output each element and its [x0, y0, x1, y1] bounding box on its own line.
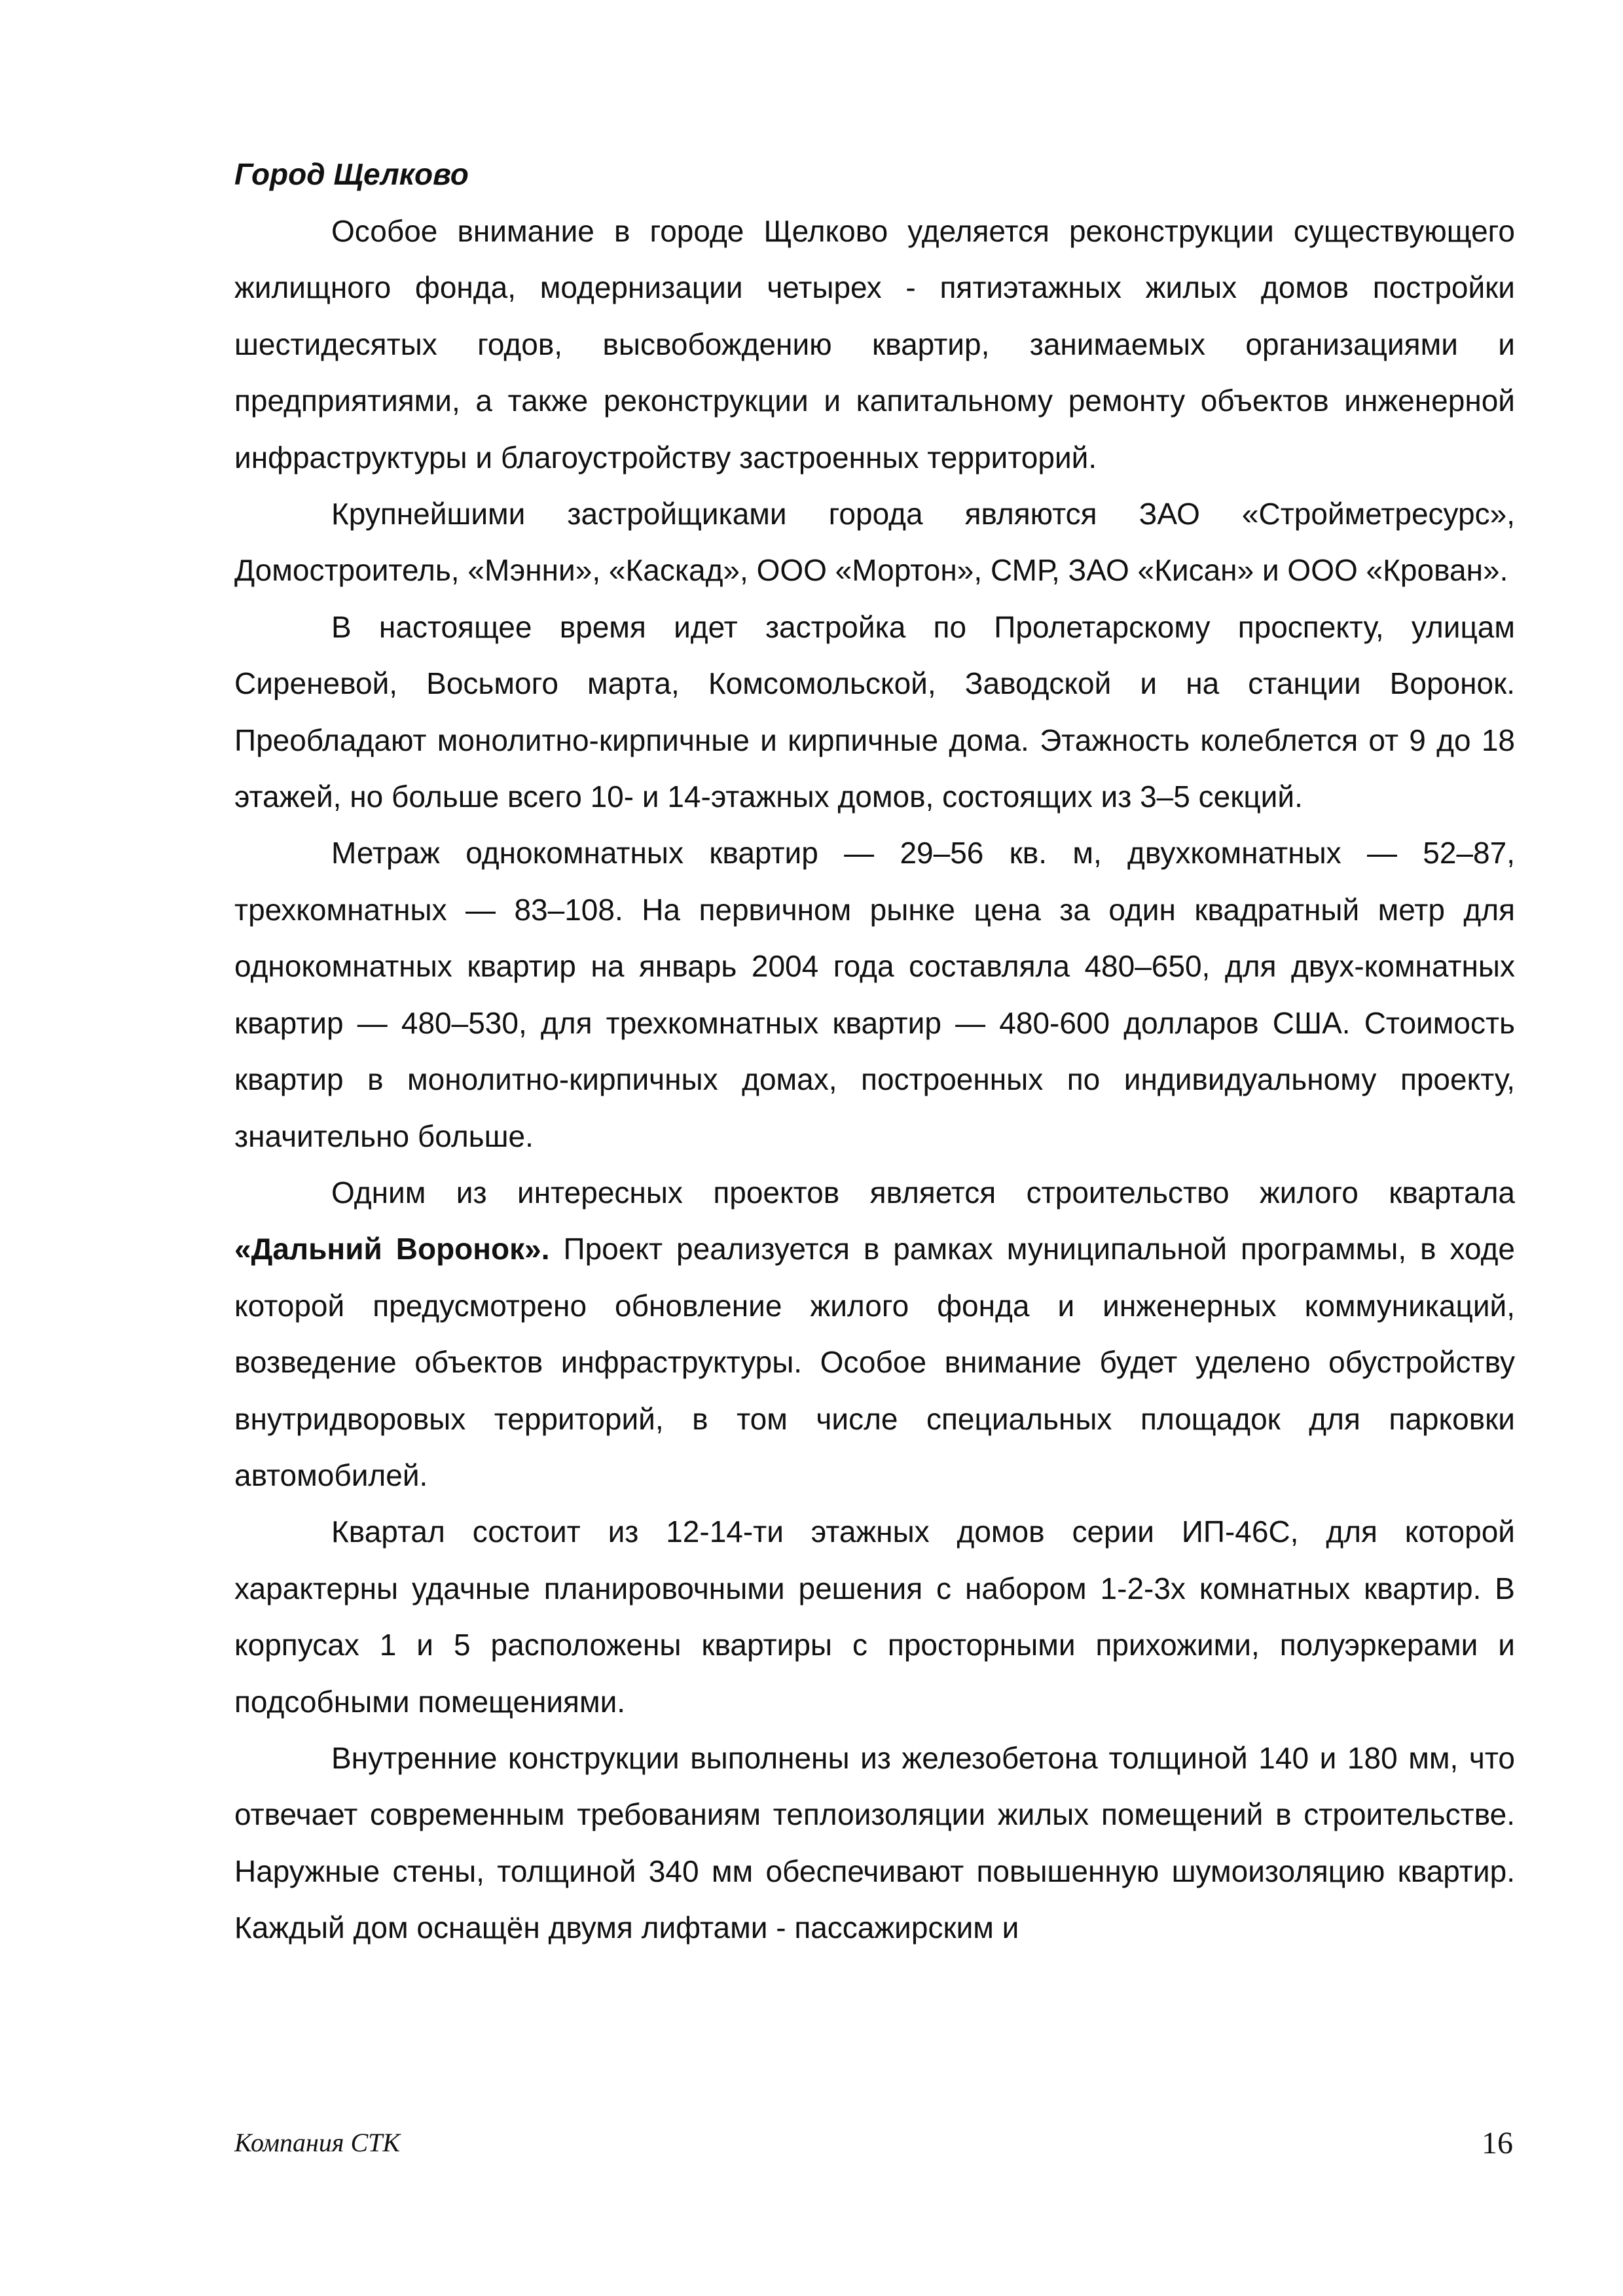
voronok-rest: Проект реализуется в рамках муниципальной программы, в ходе которой предусмотрено обновление жилого фонда и инженерных коммуникаций, возведение объектов инфраструктуры. Особое внимание будет уделено обустройству внутридворовых территорий, в том числе специальных площадок для парковки автомобилей. [234, 1232, 1515, 1492]
footer-company: Компания СТК [234, 2128, 400, 2157]
paragraph-construction: В настоящее время идет застройка по Пролетарскому проспекту, улицам Сиреневой, Восьмого марта, Комсомольской, Заводской и на станции Воронок. Преобладают монолитно-кирпичные и кирпичные дома. Этажность колеблется от 9 до 18 этажей, но больше всего 10- и 14-этажных домов, состоящих из 3–5 секций. [234, 609, 1515, 814]
section-heading: Город Щелково [234, 157, 469, 191]
paragraph-voronok [234, 1164, 1515, 1503]
page-body [234, 145, 1515, 1956]
paragraph-prices: Метраж однокомнатных квартир — 29–56 кв. м, двухкомнатных — 52–87, трехкомнатных — 83–108. На первичном рынке цена за один квадратный метр для однокомнатных квартир на январь 2004 года составляла 480–650, для двух-комнатных квартир — 480–530, для трехкомнатных квартир — 480-600 долларов США. Стоимость квартир в монолитно-кирпичных домах, построенных по индивидуальному проекту, значительно больше. [234, 836, 1515, 1153]
paragraph-block-series: Квартал состоит из 12-14-ти этажных домов серии ИП-46С, для которой характерны удачные планировочными решения с набором 1-2-3х комнатных квартир. В корпусах 1 и 5 расположены квартиры с просторными прихожими, полуэркерами и подсобными помещениями. [234, 1515, 1515, 1719]
paragraph-structures: Внутренние конструкции выполнены из железобетона толщиной 140 и 180 мм, что отвечает современным требованиям теплоизоляции жилых помещений в строительстве. Наружные стены, толщиной 340 мм обеспечивают повышенную шумоизоляцию квартир. Каждый дом оснащён двумя лифтами - пассажирским и [234, 1740, 1515, 1945]
voronok-intro: Одним из интересных проектов является строительство жилого квартала [331, 1175, 1515, 1210]
paragraph-developers: Крупнейшими застройщиками города являются ЗАО «Стройметресурс», Домостроитель, «Мэнни», «Каскад», ООО «Мортон», СМР, ЗАО «Кисан» и ООО «Крован». [234, 497, 1515, 588]
page-number: 16 [1482, 2126, 1513, 2161]
paragraph-reconstruction: Особое внимание в городе Щелково уделяется реконструкции существующего жилищного фонда, модернизации четырех - пятиэтажных жилых домов постройки шестидесятых годов, высвобождению квартир, занимаемых организациями и предприятиями, а также реконструкции и капитальному ремонту объектов инженерной инфраструктуры и благоустройству застроенных территорий. [234, 214, 1515, 475]
voronok-project-name: «Дальний Воронок». [234, 1232, 550, 1266]
